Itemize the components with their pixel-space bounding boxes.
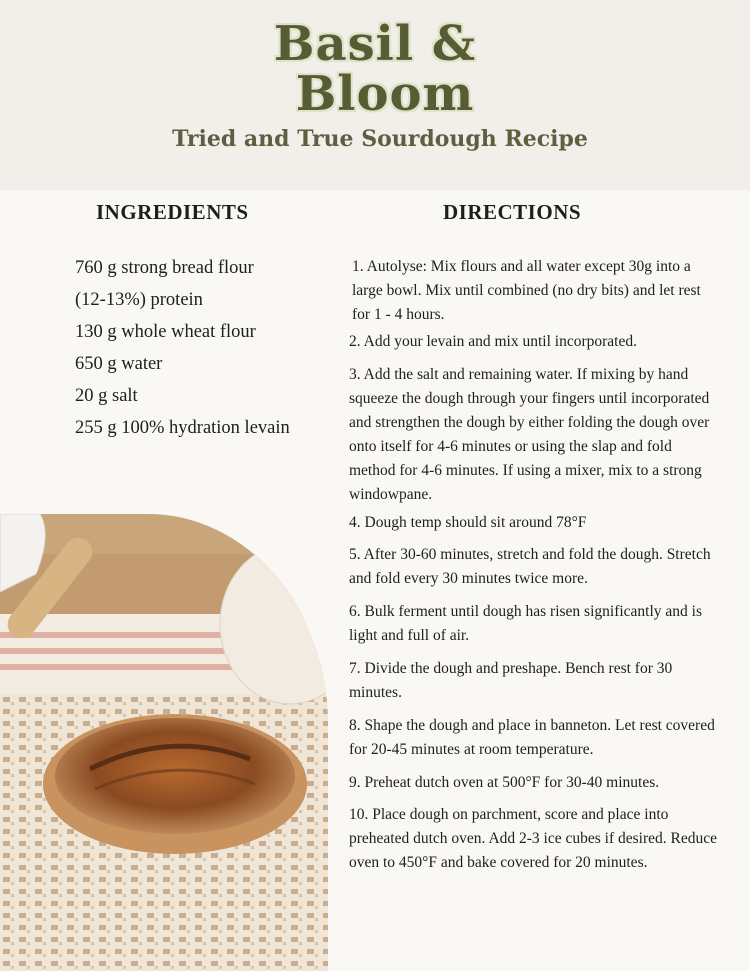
- ingredient-item: (12-13%) protein: [75, 290, 203, 310]
- ingredient-item: 650 g water: [75, 354, 163, 374]
- direction-step-1: 1. Autolyse: Mix flours and all water except 30g into a large bowl. Mix until combined (no dry bits) and let rest for 1 - 4 hours.: [352, 258, 701, 323]
- direction-step-8: 8. Shape the dough and place in banneton. Let rest covered for 20-45 minutes at room temperature.: [349, 717, 715, 758]
- direction-step-2: 2. Add your levain and mix until incorporated.: [349, 333, 637, 350]
- direction-step-7: 7. Divide the dough and preshape. Bench rest for 30 minutes.: [349, 660, 673, 701]
- brand-logo-line1: Basil &: [273, 16, 477, 72]
- header-band: [0, 0, 750, 190]
- direction-step-9: 9. Preheat dutch oven at 500°F for 30-40 minutes.: [349, 774, 660, 791]
- ingredient-item: 20 g salt: [75, 386, 138, 406]
- ingredients-list: [75, 254, 290, 446]
- directions-heading: DIRECTIONS: [443, 200, 582, 224]
- direction-step-6: 6. Bulk ferment until dough has risen significantly and is light and full of air.: [349, 603, 703, 644]
- sourdough-photo: [0, 514, 328, 971]
- brand-logo-line2: Bloom: [295, 66, 475, 122]
- ingredient-item: 760 g strong bread flour: [75, 258, 254, 278]
- ingredients-heading: INGREDIENTS: [96, 200, 249, 224]
- direction-step-4: 4. Dough temp should sit around 78°F: [349, 514, 587, 531]
- recipe-subtitle: Tried and True Sourdough Recipe: [172, 126, 588, 152]
- direction-step-10: 10. Place dough on parchment, score and place into preheated dutch oven. Add 2-3 ice cubes if desired. Reduce oven to 450°F and bake covered for 20 minutes.: [349, 806, 717, 871]
- direction-step-3: 3. Add the salt and remaining water. If mixing by hand squeeze the dough through your fingers until incorporated and strengthen the dough by either folding the dough over onto itself for 4-6 minutes or using the slap and fold method for 4-6 minutes. If using a mixer, mix to a strong windowpane.: [349, 366, 710, 503]
- ingredient-item: 255 g 100% hydration levain: [75, 418, 290, 438]
- direction-step-5: 5. After 30-60 minutes, stretch and fold the dough. Stretch and fold every 30 minutes twice more.: [349, 546, 711, 587]
- sourdough-photo-illustration: [0, 514, 328, 971]
- ingredient-item: 130 g whole wheat flour: [75, 322, 256, 342]
